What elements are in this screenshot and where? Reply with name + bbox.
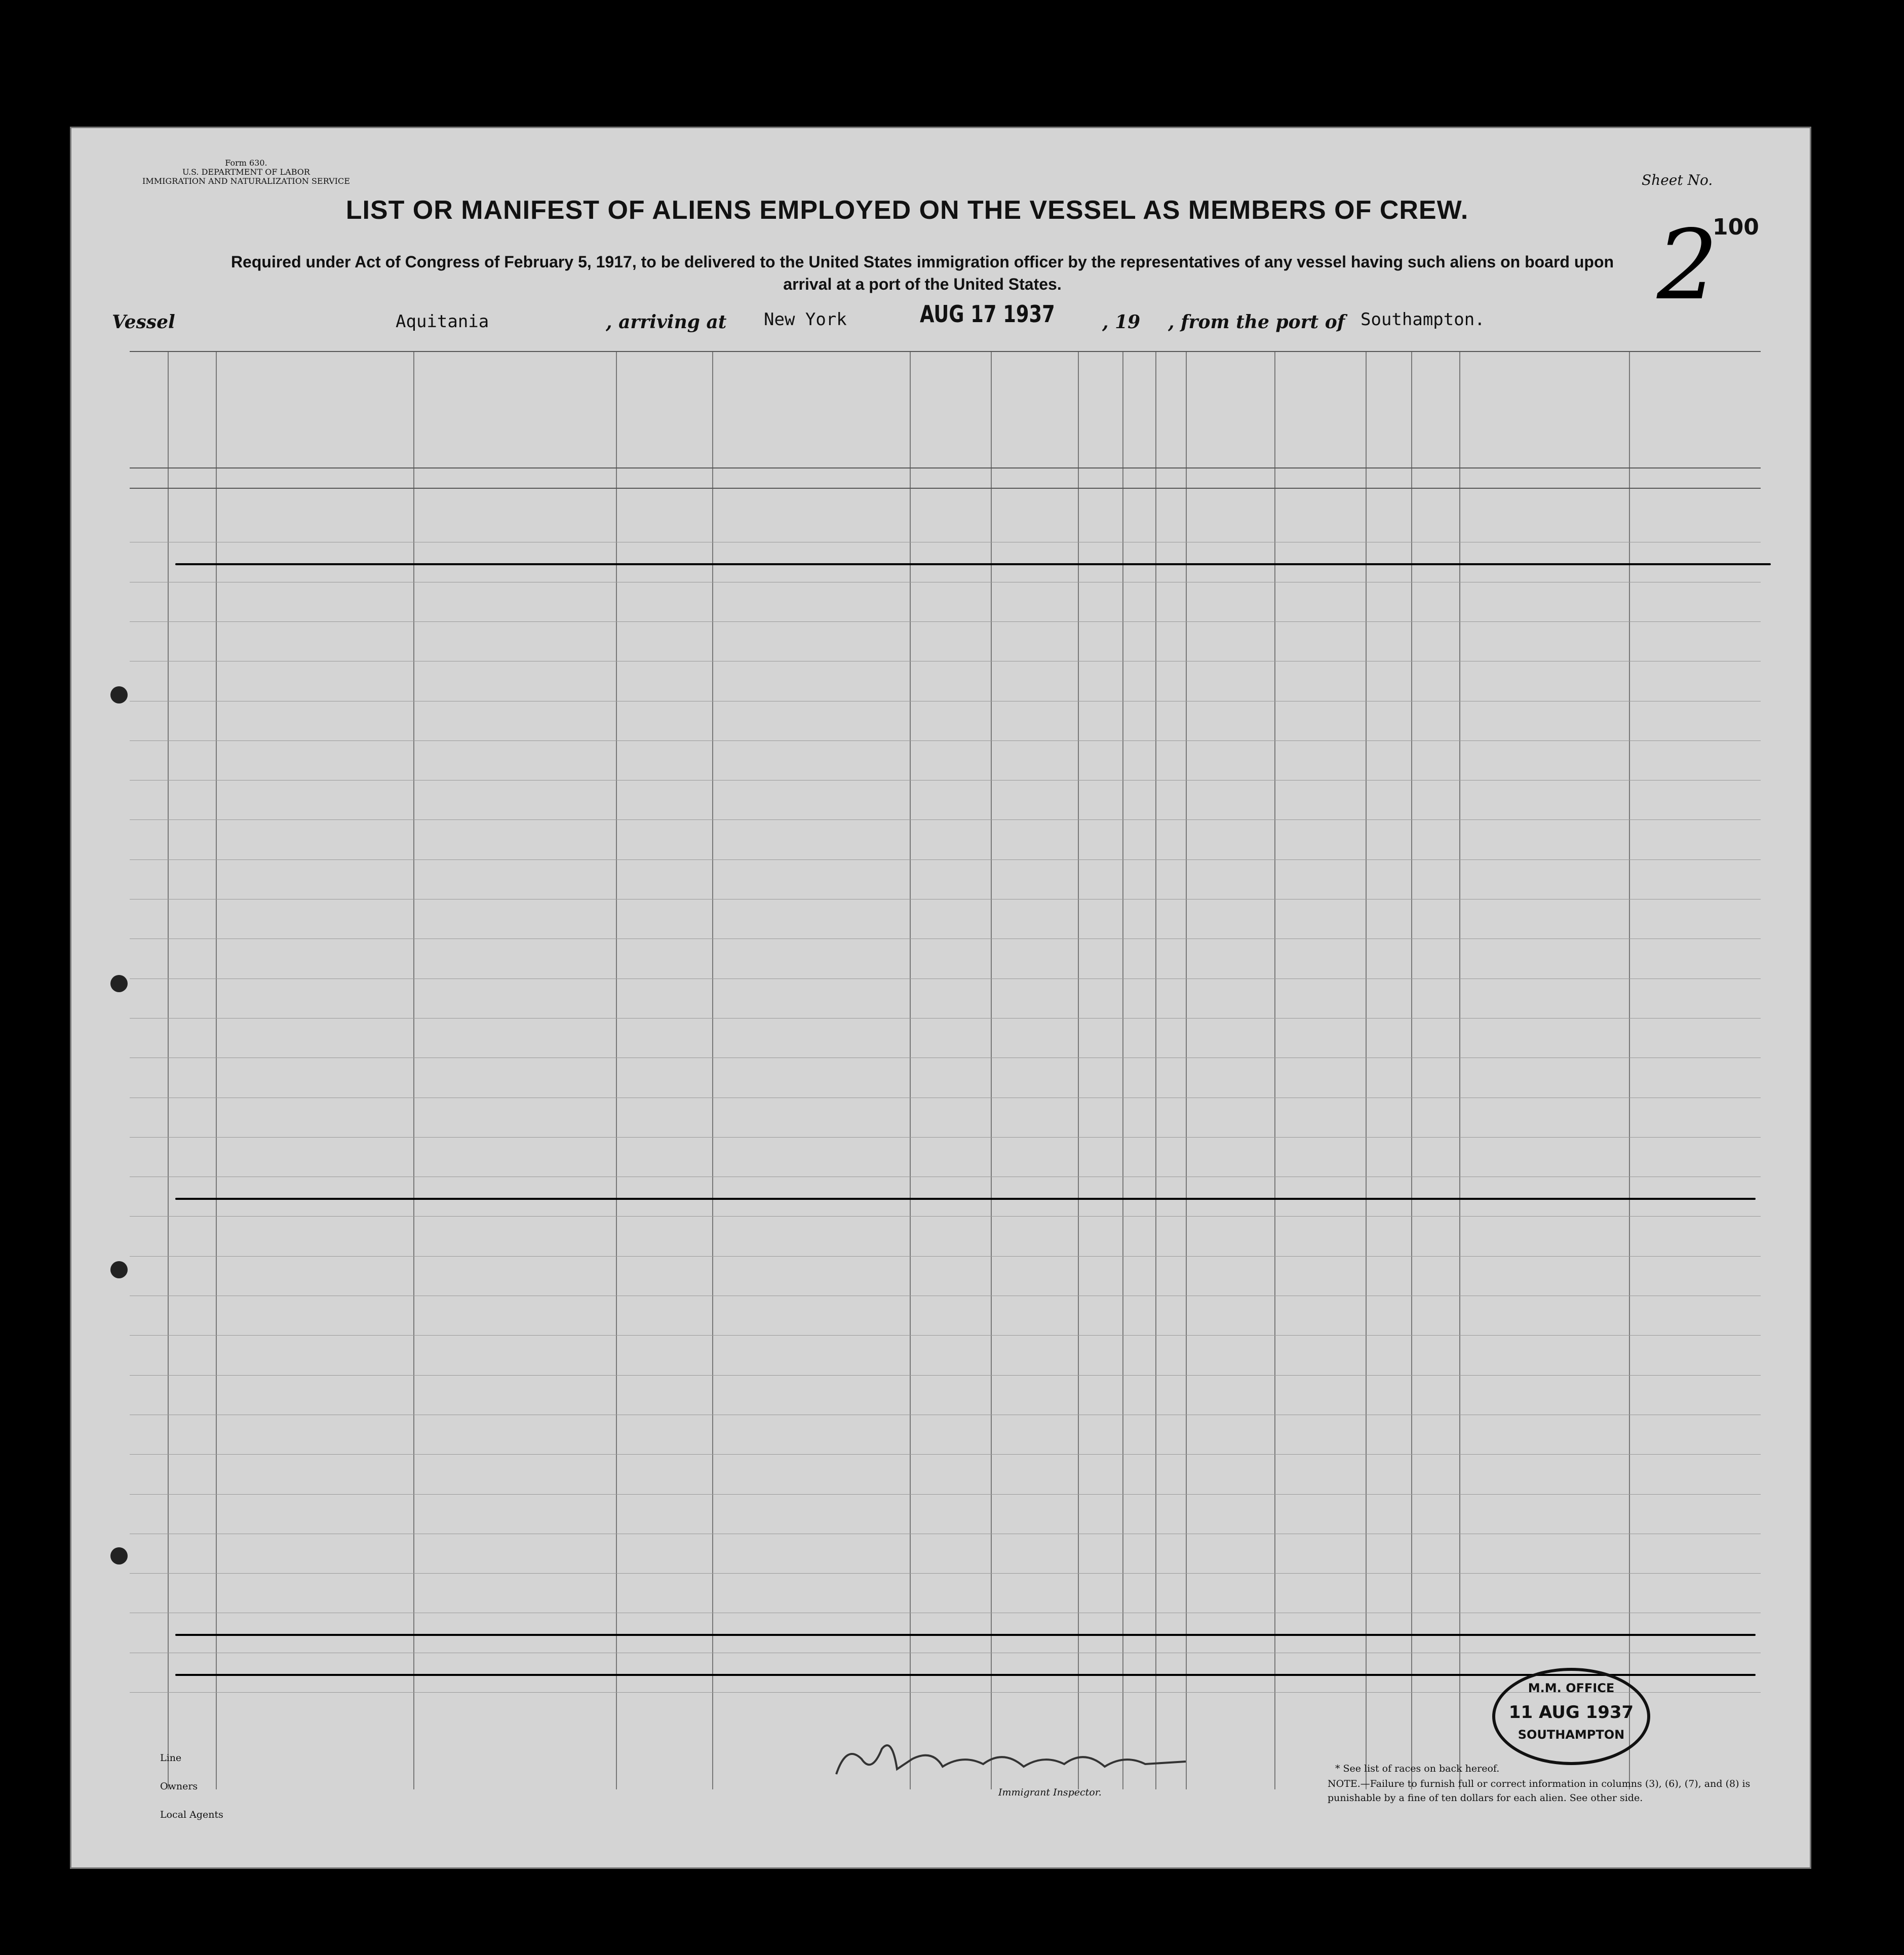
strike-through-line [175, 563, 1771, 565]
penalty-note: NOTE.—Failure to furnish full or correct information in columns (3), (6), (7), and (8) is punishable by a fine of ten dollars for each alien. See other side. [1328, 1778, 1751, 1804]
sheet-number-label: Sheet No. [1642, 172, 1713, 188]
row-rule [130, 1018, 1761, 1019]
strike-through-line [175, 1674, 1756, 1676]
row-rule [130, 1375, 1761, 1376]
arriving-label: , arriving at [606, 311, 727, 333]
document-subtitle: Required under Act of Congress of February 5, 1917, to be delivered to the United States immigration officer by the representatives of any vessel having such aliens on board upon arrival at a port of the United States. [230, 253, 1614, 293]
document-title: LIST OR MANIFEST OF ALIENS EMPLOYED ON THE VESSEL AS MEMBERS OF CREW. [345, 196, 1469, 225]
punch-hole [110, 1261, 128, 1278]
mm-office-stamp [1492, 1668, 1650, 1765]
local-agents-label: Local Agents [160, 1809, 223, 1820]
row-rule [130, 899, 1761, 900]
stamp-date: 11 AUG 1937 [1508, 1702, 1634, 1723]
form-identifier [142, 159, 350, 186]
year-label: , 19 [1102, 311, 1141, 333]
from-port: Southampton. [1361, 309, 1485, 330]
row-rule [130, 1256, 1761, 1257]
punch-hole [110, 1547, 128, 1565]
row-rule [130, 621, 1761, 622]
row-rule [130, 819, 1761, 820]
row-rule [130, 740, 1761, 741]
vessel-label: Vessel [112, 311, 175, 333]
manifest-sheet [70, 127, 1811, 1869]
department: U.S. DEPARTMENT OF LABOR [182, 167, 310, 177]
inspector-label: Immigrant Inspector. [998, 1787, 1102, 1798]
row-rule [130, 1573, 1761, 1574]
vessel-name: Aquitania [396, 311, 489, 332]
header-rule [130, 467, 1761, 468]
row-rule [130, 859, 1761, 860]
from-port-label: , from the port of [1168, 311, 1345, 333]
punch-hole [110, 975, 128, 992]
sheet-number: 100 [1713, 214, 1759, 240]
header-rule [130, 488, 1761, 489]
owners-label: Owners [160, 1781, 198, 1792]
arriving-port: New York [764, 309, 847, 330]
header-rule [130, 351, 1761, 352]
row-rule [130, 1137, 1761, 1138]
stamp-top-text: M.M. OFFICE [1528, 1681, 1615, 1695]
line-label: Line [160, 1752, 182, 1764]
strike-through-line [175, 1634, 1756, 1636]
arrival-date-stamp: AUG 17 1937 [920, 300, 1055, 328]
crew-table [130, 351, 1761, 1789]
row-rule [130, 1216, 1761, 1217]
stamp-bottom-text: SOUTHAMPTON [1518, 1728, 1625, 1742]
row-rule [130, 1494, 1761, 1495]
row-rule [130, 1454, 1761, 1455]
footer-labels [160, 1744, 223, 1829]
service: IMMIGRATION AND NATURALIZATION SERVICE [142, 176, 350, 186]
inspector-signature [831, 1739, 1196, 1794]
row-rule [130, 1335, 1761, 1336]
punch-hole [110, 686, 128, 703]
handwritten-sheet-number: 2 [1657, 209, 1718, 321]
form-number: Form 630. [225, 158, 267, 168]
strike-through-line [175, 1198, 1756, 1200]
races-note: * See list of races on back hereof. [1335, 1763, 1500, 1774]
